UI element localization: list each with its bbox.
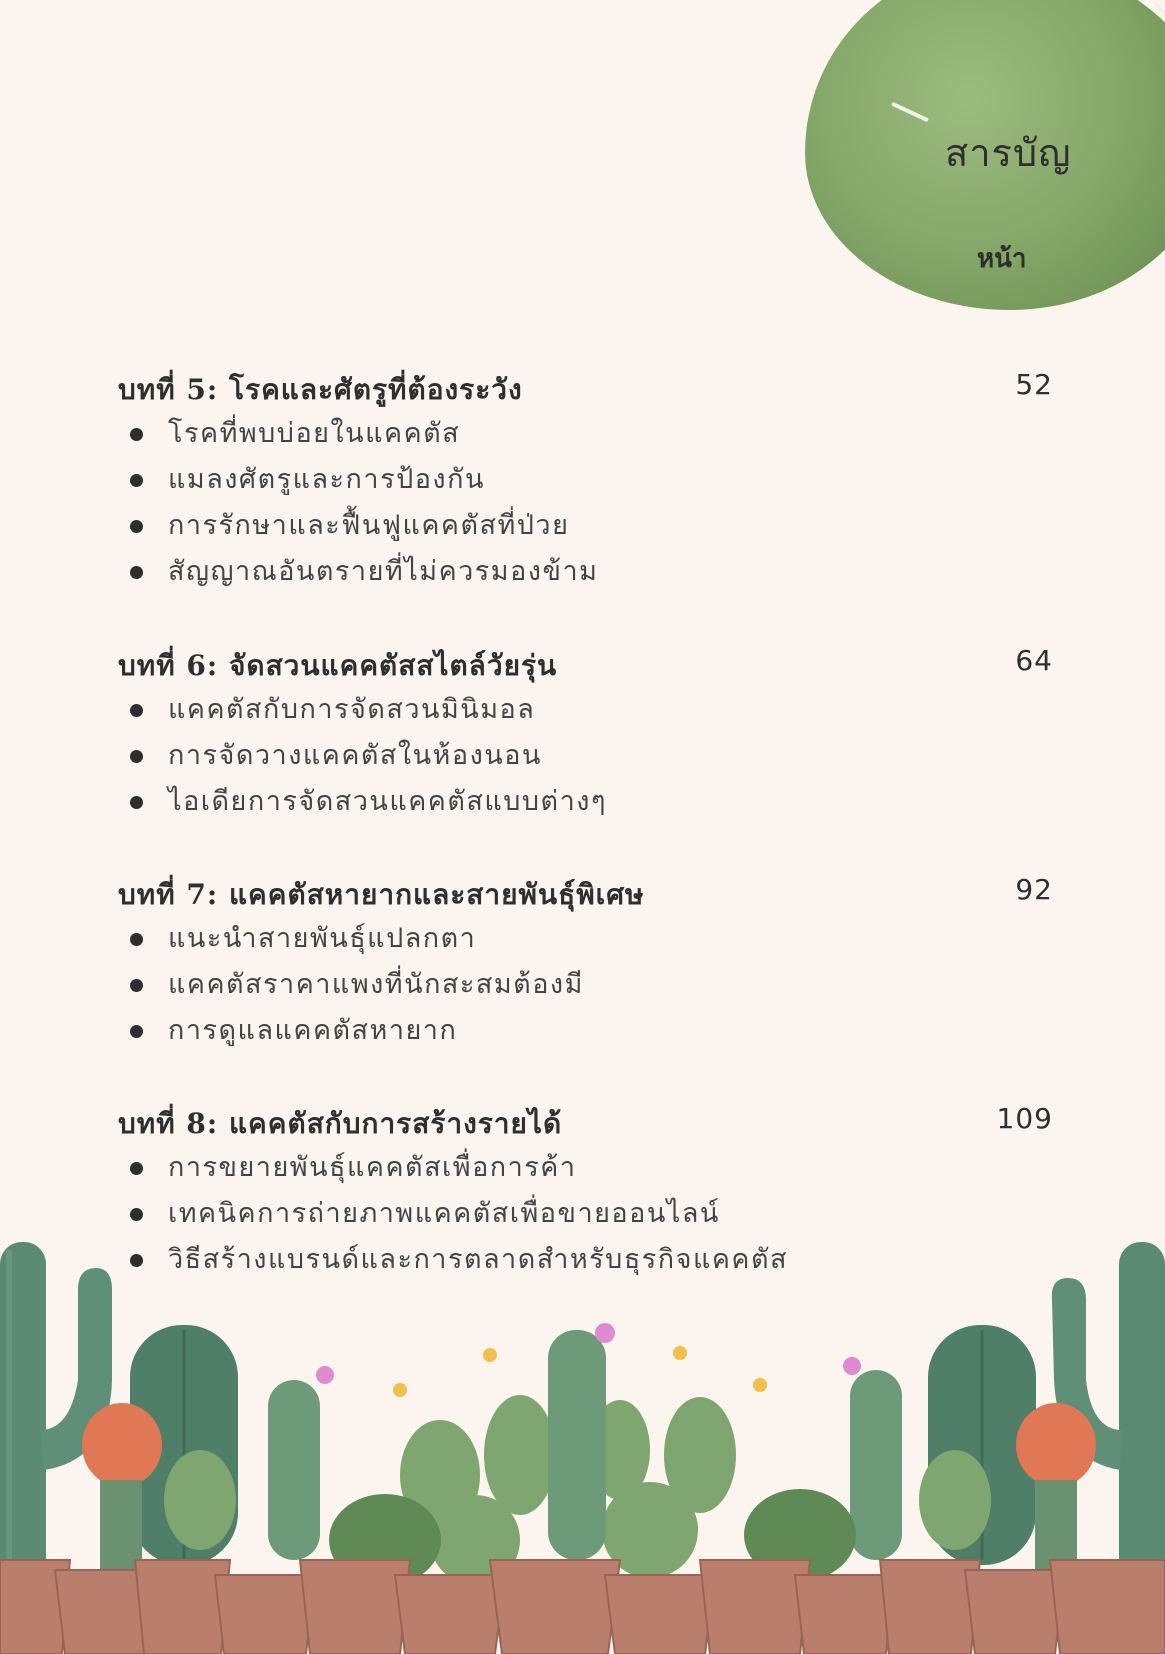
list-item: การรักษาและฟื้นฟูแคคตัสที่ป่วย bbox=[118, 506, 1053, 552]
chapter-page-number: 52 bbox=[1015, 368, 1053, 401]
bullet-icon bbox=[130, 796, 143, 809]
page-title: สารบัญ bbox=[945, 131, 1072, 175]
bullet-icon bbox=[130, 520, 143, 533]
list-item: เทคนิคการถ่ายภาพแคคตัสเพื่อขายออนไลน์ bbox=[118, 1194, 1053, 1240]
list-item: แนะนำสายพันธุ์แปลกตา bbox=[118, 919, 1053, 965]
chapter-title: บทที่ 8: แคคตัสกับการสร้างรายได้ bbox=[118, 1107, 563, 1140]
chapter-page-number: 64 bbox=[1015, 644, 1053, 677]
list-item: การจัดวางแคคตัสในห้องนอน bbox=[118, 736, 1053, 782]
list-item: ไอเดียการจัดสวนแคคตัสแบบต่างๆ bbox=[118, 782, 1053, 828]
bullet-icon bbox=[130, 428, 143, 441]
list-item: การดูแลแคคตัสหายาก bbox=[118, 1011, 1053, 1057]
bullet-icon bbox=[130, 704, 143, 717]
chapter-page-number: 109 bbox=[996, 1102, 1053, 1135]
bullet-icon bbox=[130, 750, 143, 763]
list-item: แคคตัสราคาแพงที่นักสะสมต้องมี bbox=[118, 965, 1053, 1011]
cactus-garden-illustration bbox=[0, 1230, 1165, 1654]
bullet-icon bbox=[130, 474, 143, 487]
list-item: สัญญาณอันตรายที่ไม่ควรมองข้าม bbox=[118, 552, 1053, 598]
chapter-6 bbox=[118, 644, 1053, 828]
page-column-label: หน้า bbox=[977, 244, 1027, 274]
chapter-page-number: 92 bbox=[1015, 873, 1053, 906]
bullet-icon bbox=[130, 566, 143, 579]
bullet-icon bbox=[130, 1162, 143, 1175]
list-item: โรคที่พบบ่อยในแคคตัส bbox=[118, 414, 1053, 460]
terracotta-pot-row-icon bbox=[0, 1560, 1165, 1654]
list-item: การขยายพันธุ์แคคตัสเพื่อการค้า bbox=[118, 1148, 1053, 1194]
bullet-icon bbox=[130, 1208, 143, 1221]
bullet-icon bbox=[130, 933, 143, 946]
list-item: วิธีสร้างแบรนด์และการตลาดสำหรับธุรกิจแคคตัส bbox=[118, 1240, 1053, 1286]
chapter-5 bbox=[118, 368, 1053, 598]
chapter-title: บทที่ 6: จัดสวนแคคตัสสไตล์วัยรุ่น bbox=[118, 649, 558, 682]
bullet-icon bbox=[130, 1025, 143, 1038]
chapter-title: บทที่ 7: แคคตัสหายากและสายพันธุ์พิเศษ bbox=[118, 878, 645, 911]
bullet-icon bbox=[130, 979, 143, 992]
chapter-title: บทที่ 5: โรคและศัตรูที่ต้องระวัง bbox=[118, 373, 523, 406]
list-item: แมลงศัตรูและการป้องกัน bbox=[118, 460, 1053, 506]
chapter-7 bbox=[118, 873, 1053, 1057]
list-item: แคคตัสกับการจัดสวนมินิมอล bbox=[118, 690, 1053, 736]
